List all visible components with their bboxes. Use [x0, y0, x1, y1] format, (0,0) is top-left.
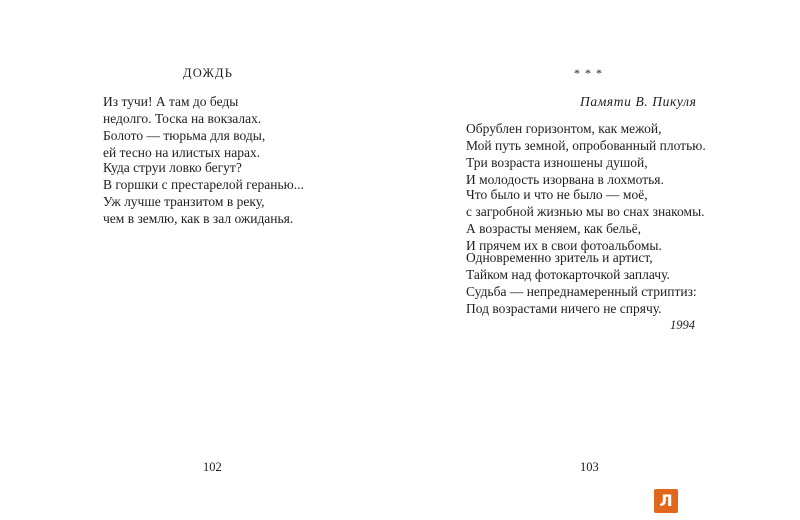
poem-line: Обрублен горизонтом, как межой, — [466, 121, 662, 136]
poem-line: с загробной жизнью мы во снах знакомы. — [466, 204, 705, 219]
stanza — [103, 159, 304, 227]
stanza — [466, 186, 705, 254]
poem-year: 1994 — [670, 318, 695, 332]
poem-line: Уж лучше транзитом в реку, — [103, 194, 265, 209]
poem-line: В горшки с престарелой геранью... — [103, 177, 304, 192]
poem-line: ей тесно на илистых нарах. — [103, 145, 261, 160]
poem-line: Судьба — непреднамеренный стриптиз: — [466, 284, 697, 299]
section-stars: *** — [574, 66, 607, 80]
page-number: 103 — [580, 460, 599, 474]
poem-line: А возрасты меняем, как бельё, — [466, 221, 642, 236]
stanza — [466, 120, 706, 188]
poem-line: недолго. Тоска на вокзалах. — [103, 111, 262, 126]
poem-line: Что было и что не было — моё, — [466, 187, 648, 202]
publisher-logo-icon: Л — [654, 489, 678, 513]
poem-title: ДОЖДЬ — [183, 66, 234, 80]
poem-line: Из тучи! А там до беды — [103, 94, 239, 109]
poem-line: Одновременно зритель и артист, — [466, 250, 653, 265]
poem-line: Мой путь земной, опробованный плотью. — [466, 138, 706, 153]
stanza — [103, 93, 265, 161]
page-number: 102 — [203, 460, 222, 474]
poem-line: чем в землю, как в зал ожиданья. — [103, 211, 294, 226]
dedication: Памяти В. Пикуля — [580, 94, 697, 109]
poem-line: Куда струи ловко бегут? — [103, 160, 242, 175]
right-page — [400, 0, 800, 520]
poem-line: Болото — тюрьма для воды, — [103, 128, 266, 143]
poem-line: Три возраста изношены душой, — [466, 155, 648, 170]
poem-line: И прячем их в свои фотоальбомы. — [466, 238, 662, 253]
poem-line: Под возрастами ничего не спрячу. — [466, 301, 662, 316]
poem-line: Тайком над фотокарточкой заплачу. — [466, 267, 670, 282]
stanza — [466, 249, 697, 317]
poem-line: И молодость изорвана в лохмотья. — [466, 172, 664, 187]
